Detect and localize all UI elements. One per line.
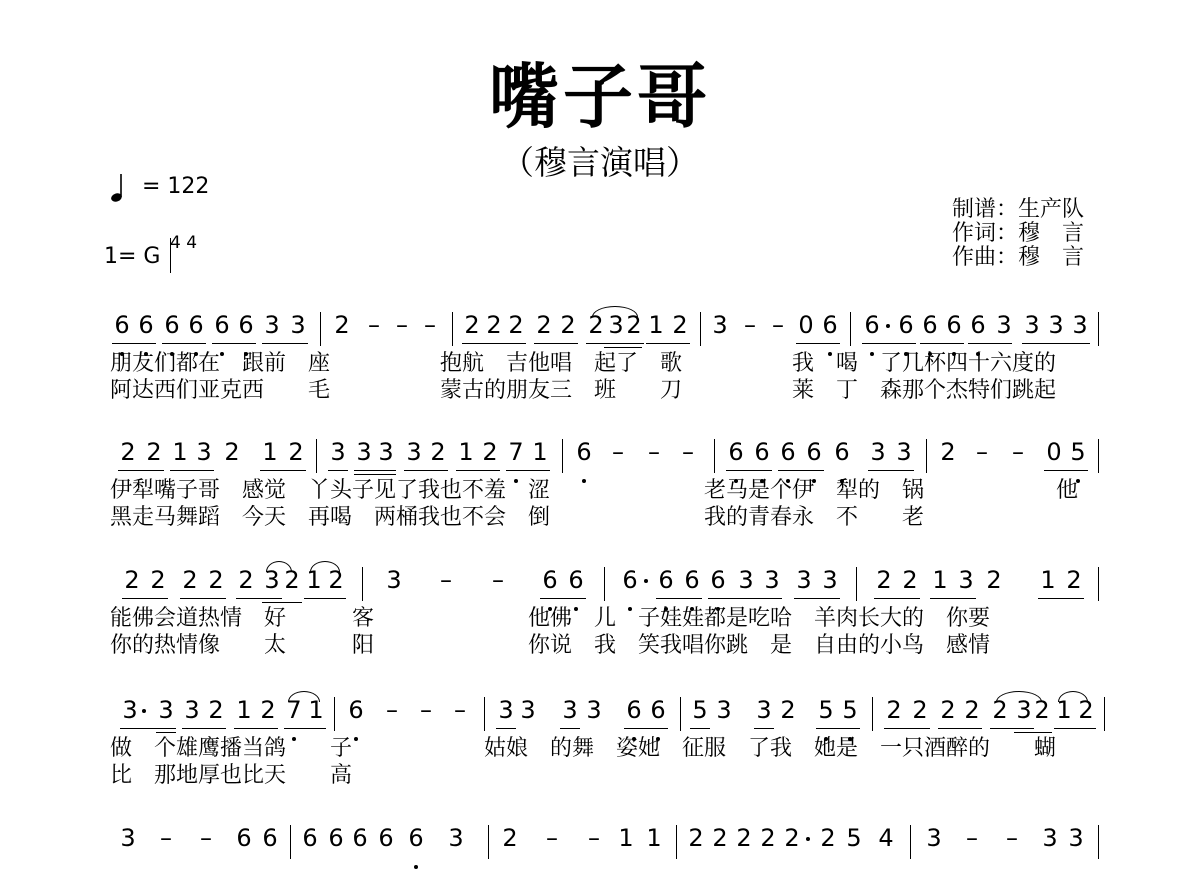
lyrics-line-1b: 阿达西们亚克西 毛 蒙古的朋友三 班 刀 莱 丁 森那个杰特们跳起 [110,378,1057,403]
note: 2 [1078,696,1094,724]
note: 2 [238,566,254,594]
note: 3 [996,311,1012,339]
note: 3 [712,311,728,339]
note: 3 [958,566,974,594]
note: 1 [172,438,188,466]
note: 2 [912,696,928,724]
barline [488,825,489,859]
note: 3 [378,438,394,466]
note: 6 [138,311,154,339]
note: 1 [932,566,948,594]
note: 1 [236,696,252,724]
note: 6 [164,311,180,339]
note: 3 [290,311,306,339]
barline [676,825,677,859]
barline [872,697,873,731]
dash: – [1012,438,1024,466]
credit-lyrics: 作词：穆 言 [952,221,1085,246]
note: 2 [224,438,240,466]
dash: – [648,438,660,466]
lyrics-line-2b: 黑走马舞蹈 今天 再喝 两桶我也不会 倒 我的青春永 不 老 [110,505,925,530]
note: 6 [710,566,726,594]
note: 2 [486,311,502,339]
lyrics-line-3b: 你的热情像 太 阳 你说 我 笑我唱你跳 是 自由的小鸟 感情 [110,633,991,658]
note: 3 [870,438,886,466]
note: 2 [560,311,576,339]
note: 3 [822,566,838,594]
note: 3 [520,696,536,724]
barline [484,697,485,731]
barline [714,439,715,473]
note: 3 [120,824,136,852]
note: 6 [576,438,592,466]
note: 3 [264,311,280,339]
note: 2 [672,311,688,339]
note: 2 [482,438,498,466]
note: 3 [356,438,372,466]
barline [1098,312,1099,346]
note: 2 [784,824,800,852]
barline [850,312,851,346]
note: 3 [330,438,346,466]
note: 6 [542,566,558,594]
note: 2 [688,824,704,852]
note: 6 [188,311,204,339]
note: 3 [738,566,754,594]
lyrics-line-3a: 能佛会道热情 好 客 他佛 儿 子娃娃都是吃哈 羊肉长大的 你要 [110,606,991,631]
note: 2 [940,696,956,724]
barline [910,825,911,859]
dash: – [424,311,436,339]
note: 6 [352,824,368,852]
note: 5 [692,696,708,724]
note: 6 [568,566,584,594]
note: 2 [886,696,902,724]
dash: – [1006,824,1018,852]
dash: – [454,696,466,724]
note: 6 [806,438,822,466]
notes-line-5 [0,823,1200,883]
dash: – [976,438,988,466]
note: 6 [114,311,130,339]
note: 2 [780,696,796,724]
dash: – [546,824,558,852]
note: 6 [728,438,744,466]
note: 2 [1034,696,1050,724]
note: 6 [214,311,230,339]
note: 2 [208,696,224,724]
note: 1 [1040,566,1056,594]
note: 6 [378,824,394,852]
note: 3 [586,696,602,724]
note: 6 [970,311,986,339]
barline [320,312,321,346]
note: 2 [820,824,836,852]
lyrics-line-1a: 朋友们都在 跟前 座 抱航 吉他唱 起了 歌 我 喝 了几杯四十六度的 [110,351,1057,376]
note: 2 [508,311,524,339]
barline [926,439,927,473]
note: 6 [946,311,962,339]
dash: – [160,824,172,852]
note: 3 [562,696,578,724]
barline [1104,697,1105,731]
note: 1 [646,824,662,852]
note: 2 [182,566,198,594]
dash: – [420,696,432,724]
note: 2 [146,438,162,466]
credits [952,198,1084,270]
note: 2 [902,566,918,594]
note: 3 [184,696,200,724]
lyrics-line-4a: 做 个雄鹰播当鸽 子 姑娘 的舞 姿她 征服 了我 她是 一只酒醉的 蝴 [110,736,1057,761]
note: 3 [1042,824,1058,852]
barline [604,567,605,601]
note: 2 [760,824,776,852]
note: 6 [236,824,252,852]
dash: – [492,566,504,594]
note: 2 [288,438,304,466]
key-label: 1= G [104,244,161,269]
note: 6 [622,566,638,594]
note: 2 [430,438,446,466]
barline [362,567,363,601]
note: 3 [1024,311,1040,339]
time-sig-den: 4 [186,233,198,253]
lyrics-line-4b: 比 那地厚也比天 高 [110,763,353,788]
song-subtitle: （穆言演唱） [501,143,699,182]
note: 0 [1046,438,1062,466]
note: 2 [150,566,166,594]
note: 3 [196,438,212,466]
note: 7 [286,696,302,724]
note: 6 [834,438,850,466]
note: 6 [626,696,642,724]
note: 7 [508,438,524,466]
barline [1098,825,1099,859]
barline [1098,439,1099,473]
note: 6 [328,824,344,852]
note: 2 [940,438,956,466]
note: 3 [926,824,942,852]
note: 3 [1068,824,1084,852]
note: 5 [818,696,834,724]
note: 2 [736,824,752,852]
note: 1 [306,566,322,594]
dash: – [682,438,694,466]
barline [680,697,681,731]
note: 3 [796,566,812,594]
note: 5 [846,824,862,852]
note: 2 [328,566,344,594]
note: 2 [284,566,300,594]
note: 6 [650,696,666,724]
tempo-value: = 122 [142,174,210,199]
time-sig-num: 4 [170,233,181,253]
note: 2 [260,696,276,724]
barline [290,825,291,859]
note: 6 [754,438,770,466]
note: 3 [386,566,402,594]
note: 1 [458,438,474,466]
quarter-note-icon [108,172,128,204]
dash: – [966,824,978,852]
note: 2 [992,696,1008,724]
note: 2 [536,311,552,339]
note: 2 [120,438,136,466]
note: 6 [822,311,838,339]
note: 6 [348,696,364,724]
note: 1 [262,438,278,466]
dash: – [440,566,452,594]
note: 6 [238,311,254,339]
note: 3 [716,696,732,724]
barline [700,312,701,346]
note: 6 [898,311,914,339]
barline [562,439,563,473]
note: 2 [588,311,604,339]
note: 3 [122,696,138,724]
note: 3 [608,311,624,339]
note: 6 [780,438,796,466]
barline [316,439,317,473]
note: 3 [448,824,464,852]
note: 3 [896,438,912,466]
note: 3 [756,696,772,724]
note: 5 [842,696,858,724]
dash: – [200,824,212,852]
note: 3 [764,566,780,594]
note: 2 [124,566,140,594]
note: 2 [334,311,350,339]
note: 2 [712,824,728,852]
note: 3 [1072,311,1088,339]
note: 2 [986,566,1002,594]
note: 1 [308,696,324,724]
note: 6 [864,311,880,339]
note: 2 [208,566,224,594]
key-signature [104,233,198,269]
note: 1 [618,824,634,852]
credit-music: 作曲：穆 言 [952,245,1085,270]
barline [334,697,335,731]
barline [452,312,453,346]
note: 6 [408,824,424,852]
note: 3 [1048,311,1064,339]
dash: – [612,438,624,466]
dash: – [386,696,398,724]
note: 3 [1016,696,1032,724]
dash: – [396,311,408,339]
note: 6 [302,824,318,852]
note: 4 [878,824,894,852]
note: 1 [1056,696,1072,724]
dash: – [744,311,756,339]
note: 6 [922,311,938,339]
dash: – [772,311,784,339]
note: 2 [502,824,518,852]
note: 6 [684,566,700,594]
note: 3 [264,566,280,594]
dash: – [588,824,600,852]
dash: – [368,311,380,339]
note: 1 [648,311,664,339]
barline [856,567,857,601]
note: 0 [798,311,814,339]
credit-score: 制谱：生产队 [952,197,1085,222]
note: 5 [1070,438,1086,466]
note: 6 [262,824,278,852]
note: 3 [158,696,174,724]
barline [1098,567,1099,601]
note: 3 [406,438,422,466]
note: 2 [464,311,480,339]
note: 1 [532,438,548,466]
song-title: 嘴子哥 [489,56,711,138]
note: 6 [658,566,674,594]
note: 2 [1066,566,1082,594]
time-signature [170,233,198,253]
note: 3 [498,696,514,724]
note: 2 [964,696,980,724]
note: 2 [626,311,642,339]
note: 2 [876,566,892,594]
lyrics-line-2a: 伊犁嘴子哥 感觉 丫头子见了我也不羞 涩 老马是个伊 犁的 锅 他 [110,478,1079,503]
